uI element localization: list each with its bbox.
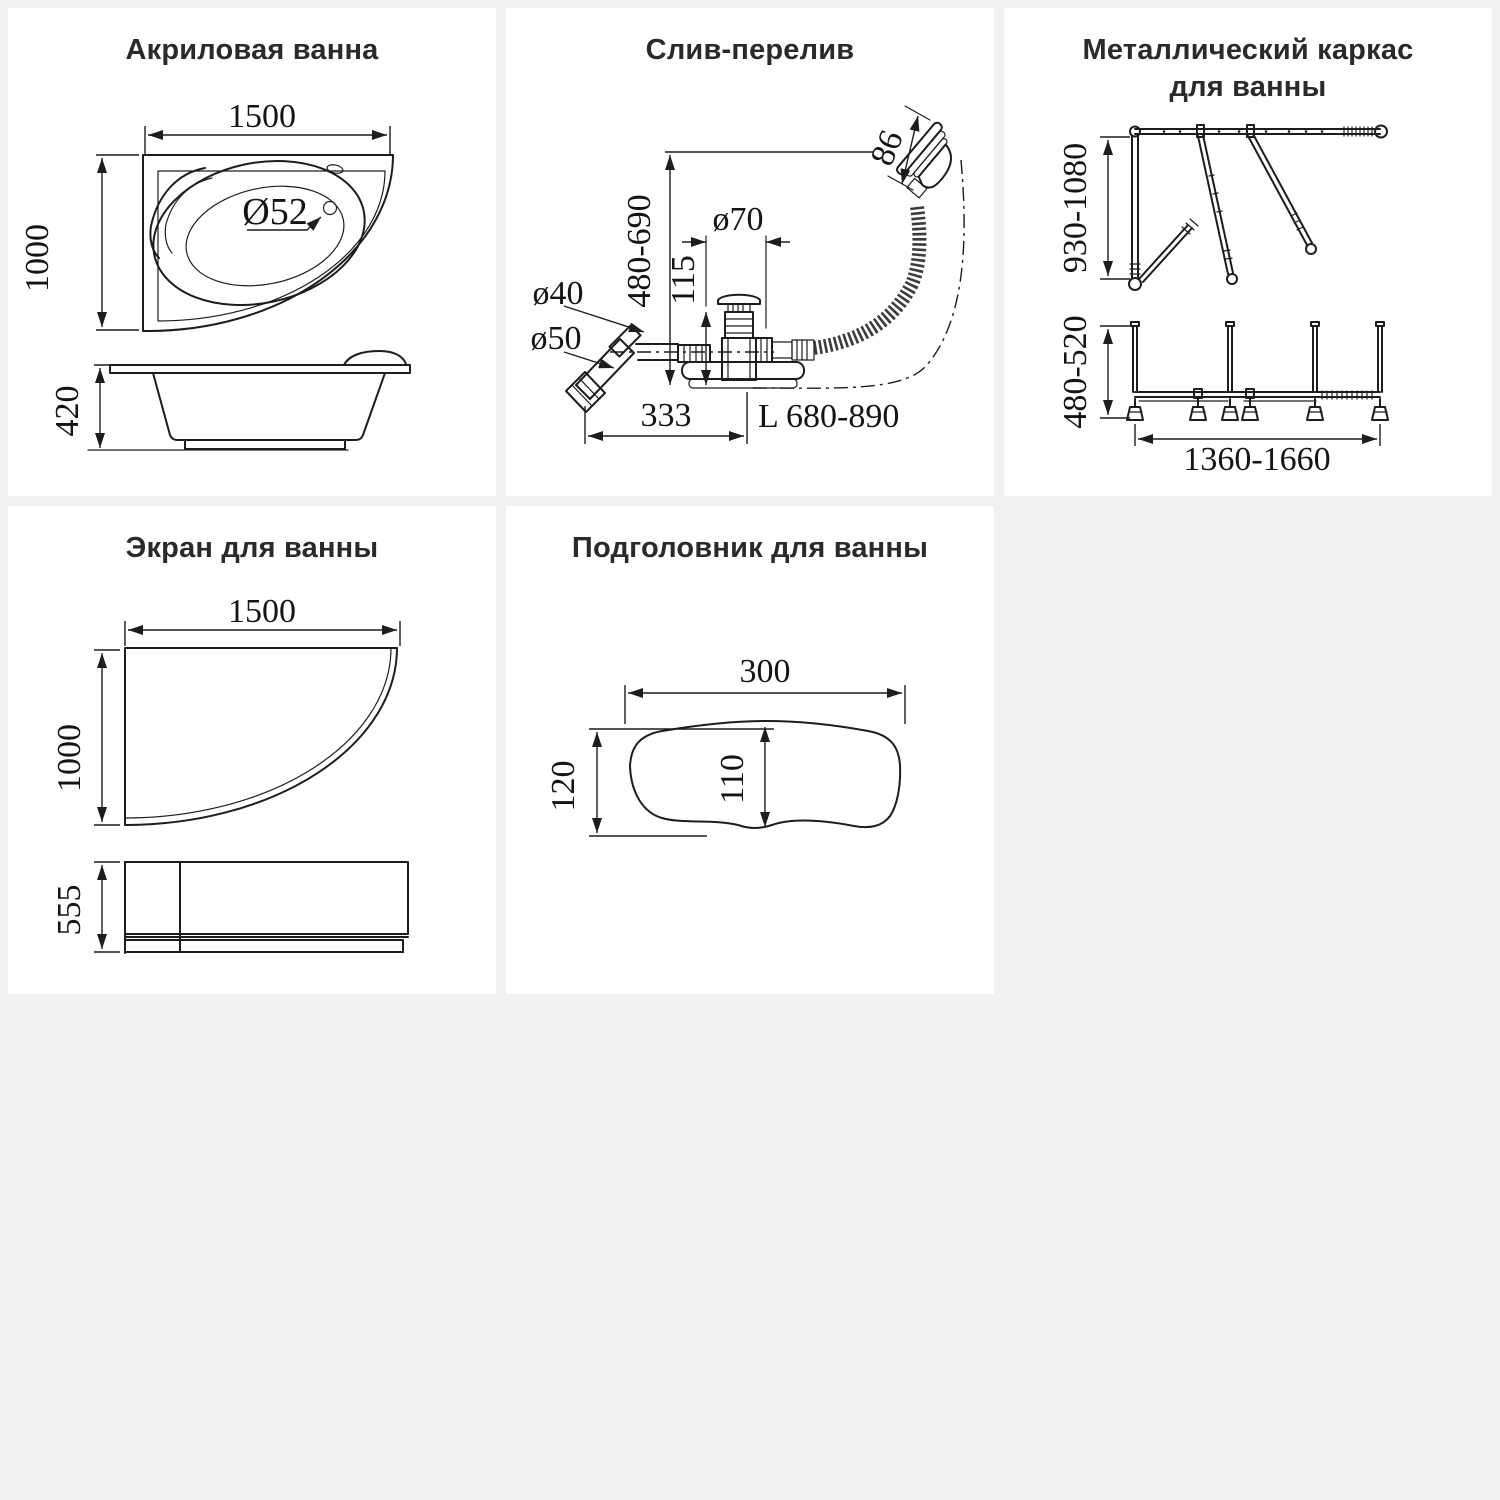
overflow-head bbox=[892, 121, 969, 201]
screen-front-view bbox=[125, 862, 408, 953]
bath-side-view bbox=[88, 351, 410, 450]
acrylic-bath-drawing bbox=[8, 8, 496, 496]
panel-bath-screen bbox=[8, 506, 496, 994]
corrugated-hose bbox=[814, 206, 919, 348]
frame-unassembled-view bbox=[1129, 125, 1387, 290]
dim-cap-diameter: ø70 bbox=[712, 201, 764, 238]
headrest-drawing bbox=[506, 506, 994, 994]
dimension-lines bbox=[1100, 137, 1380, 446]
panel-title-acrylic-bath: Акриловая ванна bbox=[125, 34, 379, 66]
drain-overflow-drawing bbox=[506, 8, 994, 496]
dim-screen-width: 1500 bbox=[228, 593, 296, 630]
panel-title-bath-screen: Экран для ванны bbox=[125, 532, 379, 564]
frame-assembled-view bbox=[1127, 322, 1388, 420]
panel-title-line1: Металлический каркас bbox=[1082, 34, 1414, 66]
dim-height-range: 480-690 bbox=[621, 194, 658, 308]
dim-headrest-height: 120 bbox=[545, 760, 582, 812]
dimension-lines bbox=[94, 621, 400, 952]
dim-frame-length: 1360-1660 bbox=[1183, 441, 1331, 478]
panel-title-drain-overflow: Слив-перелив bbox=[645, 34, 855, 66]
dimension-lines bbox=[94, 126, 390, 448]
dim-drain-height: 115 bbox=[665, 255, 702, 305]
dim-screen-depth: 1000 bbox=[51, 724, 88, 792]
dim-bath-width: 1500 bbox=[228, 98, 296, 135]
dim-bath-depth: 1000 bbox=[19, 224, 56, 292]
dim-pipe-40: ø40 bbox=[532, 275, 584, 312]
dim-headrest-inner-height: 110 bbox=[714, 754, 751, 804]
headrest-arc-inner bbox=[165, 178, 212, 253]
panel-metal-frame bbox=[1004, 8, 1492, 496]
dim-hose-length: L 680-890 bbox=[758, 398, 900, 435]
dim-overflow-depth: 86 bbox=[863, 125, 911, 171]
panel-acrylic-bath bbox=[8, 8, 496, 496]
panel-title-headrest: Подголовник для ванны bbox=[571, 532, 929, 564]
drain-hole bbox=[324, 202, 337, 215]
bath-top-view bbox=[140, 142, 393, 331]
hose-alt-position-line bbox=[752, 160, 964, 388]
drain-valve bbox=[682, 295, 814, 388]
panel-title-metal-frame bbox=[1004, 32, 1492, 106]
panel-headrest bbox=[506, 506, 994, 994]
dim-bath-drain: Ø52 bbox=[242, 191, 308, 233]
dim-screen-height: 555 bbox=[51, 884, 88, 936]
dim-length-333: 333 bbox=[640, 397, 692, 434]
dim-frame-height: 480-520 bbox=[1057, 315, 1094, 429]
dim-leg-length: 930-1080 bbox=[1057, 142, 1094, 274]
panel-drain-overflow bbox=[506, 8, 994, 496]
screen-plan-view bbox=[125, 648, 397, 825]
overflow-hole bbox=[326, 163, 343, 174]
dim-bath-height: 420 bbox=[49, 385, 86, 437]
panel-title-line2: для ванны bbox=[1169, 71, 1327, 103]
bath-screen-drawing bbox=[8, 506, 496, 994]
dim-pipe-50: ø50 bbox=[530, 320, 582, 357]
dim-headrest-width: 300 bbox=[739, 653, 791, 690]
